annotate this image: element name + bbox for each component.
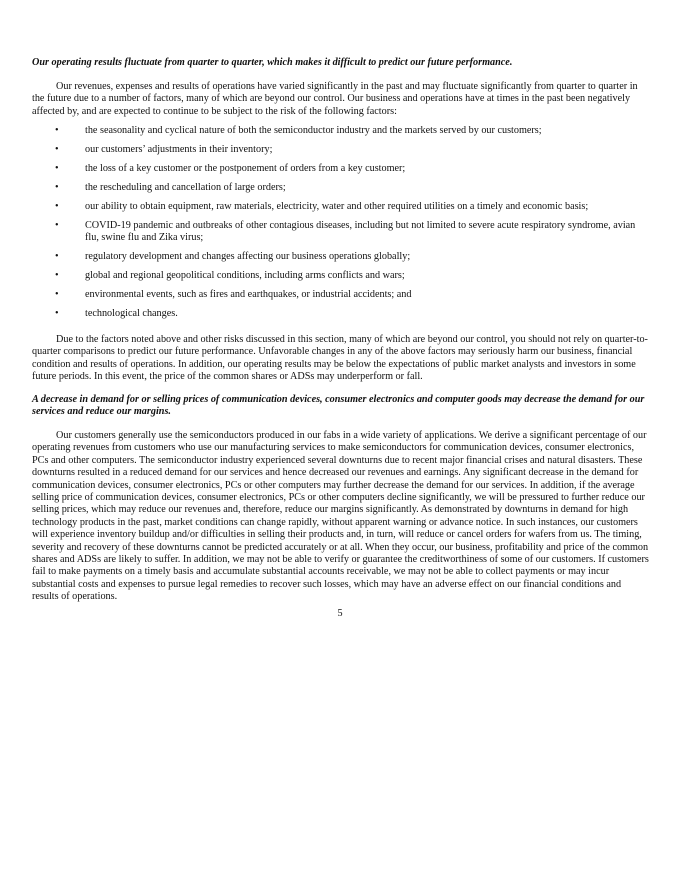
section-heading: Our operating results fluctuate from quarter to quarter, which makes it difficult to predict our future performance. <box>32 57 513 68</box>
paragraph: Due to the factors noted above and other risks discussed in this section, many of which are beyond our control, you should not rely on quarter-to-quarter comparisons to predict our future performance. Unfavorable changes in any of the above factors may seriously harm our business, financial condition and results of operations. In addition, our operating results may be below the expectations of public market analysts and investors in some future periods. In this event, the price of the common shares or ADSs may underperform or fall. <box>32 334 648 383</box>
list-item-text: the rescheduling and cancellation of large orders; <box>85 182 286 193</box>
bullet-icon: • <box>55 125 59 136</box>
list-item-text: our customers’ adjustments in their inventory; <box>85 144 273 155</box>
bullet-icon: • <box>55 308 59 319</box>
bullet-icon: • <box>55 220 59 231</box>
paragraph: Our customers generally use the semiconductors produced in our fabs in a wide variety of applications. We derive a significant percentage of our operating revenues from customers who use our manufacturing services to make semiconductors for communication devices, consumer electronics, PCs and other computers. The semiconductor industry experienced several downturns due to recent major financial crises and natural disasters. These downturns resulted in a reduced demand for our services and hence decreased our revenues and earnings. Any significant decrease in the demand for communication devices, consumer electronics, PCs or other computers may further decrease the demand for our services. In addition, if the average selling price of communication devices, consumer electronics, PCs or other computers decline significantly, we will be pressured to further reduce our selling prices, which may reduce our revenues and, therefore, reduce our margins significantly. As demonstrated by downturns in demand for high technology products in the past, market conditions can change rapidly, without apparent warning or advance notice. In such instances, our customers will experience inventory buildup and/or difficulties in selling their products and, in turn, will reduce or cancel orders for wafers from us. The timing, severity and recovery of these downturns cannot be predicted accurately or at all. When they occur, our business, profitability and price of the common shares and ADSs are likely to suffer. In addition, we may not be able to verify or guarantee the creditworthiness of some of our customers. If customers fail to make payments on a timely basis and accumulate substantial accounts receivable, we may not be able to collect payments or may incur substantial costs and expenses to pursue legal remedies to recover such losses, which may have an adverse effect on our financial conditions and results of operations. <box>32 430 649 603</box>
paragraph: Our revenues, expenses and results of operations have varied significantly in the past and may fluctuate significantly from quarter to quarter in the future due to a number of factors, many of which are beyond our control. Our business and operations have at times in the past been negatively affected by, and are expected to continue to be subject to the risk of the following factors: <box>32 81 638 117</box>
bullet-icon: • <box>55 201 59 212</box>
list-item-text: regulatory development and changes affecting our business operations globally; <box>85 251 411 262</box>
bullet-icon: • <box>55 270 59 281</box>
bullet-icon: • <box>55 251 59 262</box>
bullet-icon: • <box>55 144 59 155</box>
list-item-text: COVID-19 pandemic and outbreaks of other contagious diseases, including but not limited to severe acute respiratory syndrome, avian flu, swine flu and Zika virus; <box>85 220 636 244</box>
list-item-text: our ability to obtain equipment, raw materials, electricity, water and other required utilities on a timely and economic basis; <box>85 201 589 212</box>
bullet-icon: • <box>55 289 59 300</box>
section-heading: A decrease in demand for or selling prices of communication devices, consumer electronics and computer goods may decrease the demand for our services and reduce our margins. <box>32 394 645 418</box>
list-item-text: technological changes. <box>85 308 178 319</box>
bullet-icon: • <box>55 182 59 193</box>
bullet-icon: • <box>55 163 59 174</box>
page-number: 5 <box>337 608 343 619</box>
list-item-text: the seasonality and cyclical nature of both the semiconductor industry and the markets served by our customers; <box>85 125 542 136</box>
list-item-text: the loss of a key customer or the postponement of orders from a key customer; <box>85 163 406 174</box>
list-item-text: environmental events, such as fires and earthquakes, or industrial accidents; and <box>85 289 412 300</box>
list-item-text: global and regional geopolitical conditions, including arms conflicts and wars; <box>85 270 405 281</box>
